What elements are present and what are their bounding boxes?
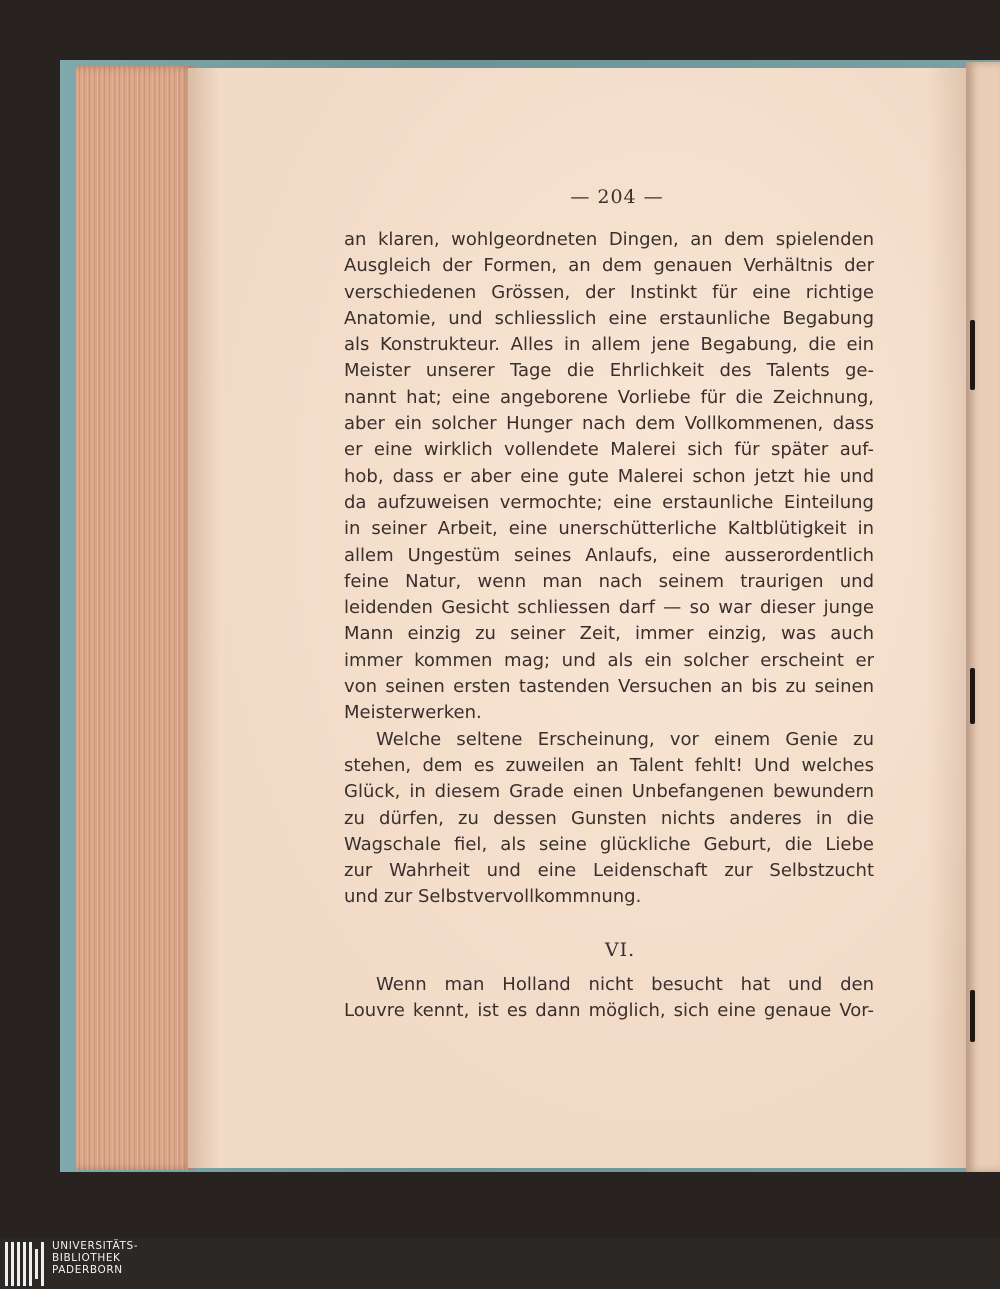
text-line: zu dürfen, zu dessen Gunsten nichts anderes in die — [344, 807, 874, 829]
section-heading: VI. — [604, 939, 636, 961]
page-number: — 204 — — [570, 186, 664, 208]
text-line: Meister unserer Tage die Ehrlichkeit des Talents ge- — [344, 360, 874, 382]
text-line: verschiedenen Grössen, der Instinkt für eine richtige — [344, 281, 874, 303]
page-edges — [76, 66, 194, 1170]
logo-line: UNIVERSITÄTS- — [52, 1240, 139, 1252]
text-line: Ausgleich der Formen, an dem genauen Verhältnis der — [344, 255, 874, 277]
text-line: immer kommen mag; und als ein solcher erscheint er — [344, 649, 874, 671]
text-line: Welche seltene Erscheinung, vor einem Genie zu — [376, 728, 874, 750]
text-line: zur Wahrheit und eine Leidenschaft zur Selbstzucht — [344, 860, 874, 882]
text-line: nannt hat; eine angeborene Vorliebe für die Zeichnung, — [344, 386, 874, 408]
text-line: leidenden Gesicht schliessen darf — so war dieser junge — [344, 597, 874, 619]
text-line: Meisterwerken. — [344, 702, 482, 724]
text-line: und zur Selbstvervollkommnung. — [344, 886, 642, 908]
text-line: Wenn man Holland nicht besucht hat und den — [376, 974, 874, 995]
library-barcode-logo-icon — [5, 1242, 44, 1286]
logo-line: PADERBORN — [52, 1264, 123, 1276]
text-line: hob, dass er aber eine gute Malerei schon jetzt hie und — [344, 465, 874, 487]
binding-mark — [970, 990, 975, 1042]
text-line: feine Natur, wenn man nach seinem traurigen und — [344, 570, 874, 592]
body-text-continued — [344, 972, 874, 1025]
logo-line: BIBLIOTHEK — [52, 1252, 121, 1264]
text-line: aber ein solcher Hunger nach dem Vollkommenen, dass — [344, 413, 874, 435]
text-line: in seiner Arbeit, eine unerschütterliche Kaltblütigkeit in — [344, 518, 874, 540]
body-text — [344, 227, 874, 911]
text-line: da aufzuweisen vermochte; eine erstaunliche Einteilung — [344, 491, 874, 513]
text-line: an klaren, wohlgeordneten Dingen, an dem spielenden — [344, 229, 874, 250]
text-line: Mann einzig zu seiner Zeit, immer einzig, was auch — [344, 623, 874, 645]
text-line: stehen, dem es zuweilen an Talent fehlt! Und welches — [344, 754, 874, 776]
text-line: Wagschale fiel, als seine glückliche Geburt, die Liebe — [344, 833, 874, 855]
text-line: als Konstrukteur. Alles in allem jene Begabung, die ein — [344, 334, 874, 356]
text-line: Glück, in diesem Grade einen Unbefangenen bewundern — [344, 781, 874, 803]
text-line: allem Ungestüm seines Anlaufs, eine ausserordentlich — [344, 544, 874, 566]
library-logo-text — [52, 1240, 192, 1276]
text-line: Anatomie, und schliesslich eine erstaunliche Begabung — [344, 307, 874, 329]
binding-mark — [970, 668, 975, 724]
text-line: Louvre kennt, ist es dann möglich, sich eine genaue Vor- — [344, 1000, 874, 1022]
text-line: er eine wirklich vollendete Malerei sich für später auf- — [344, 439, 874, 461]
text-line: von seinen ersten tastenden Versuchen an bis zu seinen — [344, 676, 874, 698]
binding-mark — [970, 320, 975, 390]
